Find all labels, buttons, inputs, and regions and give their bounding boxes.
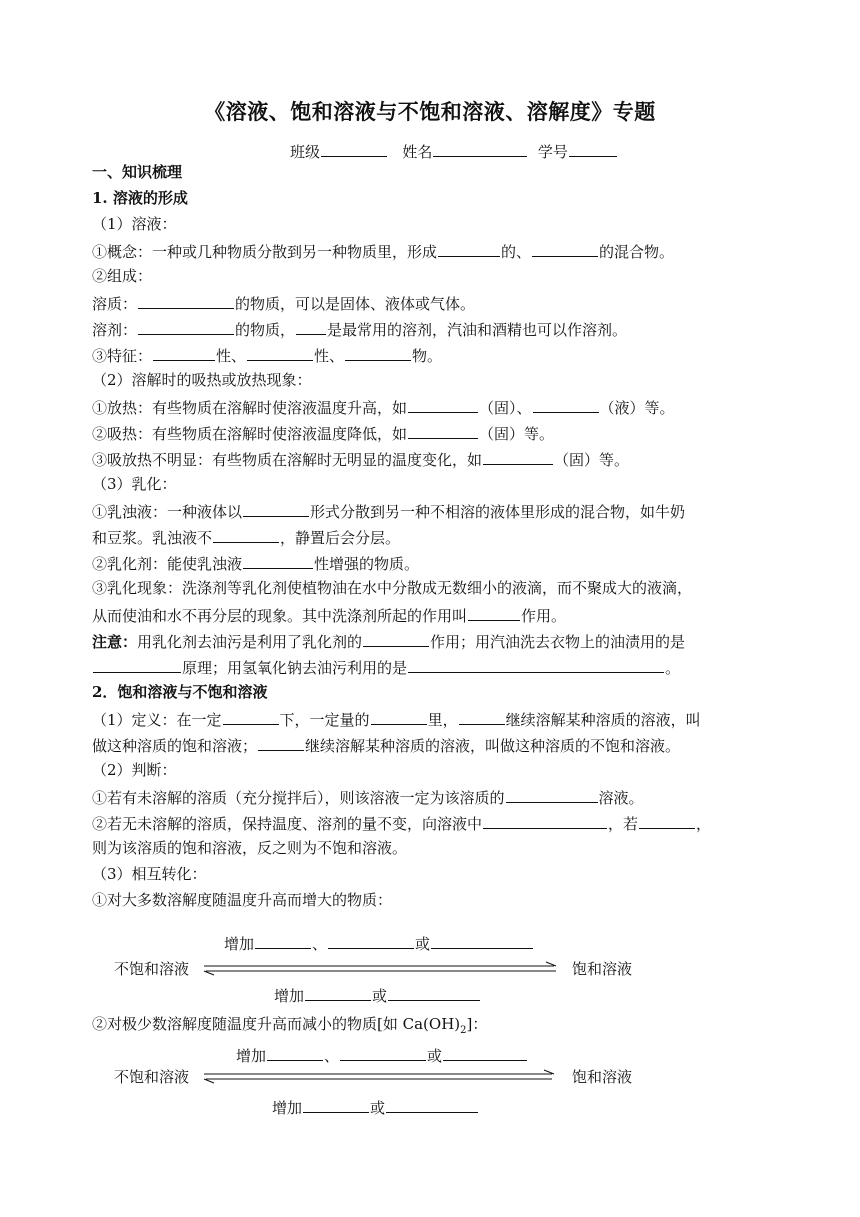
emulsion-line-2 [92,526,400,548]
exo-text-a: ①放热：有些物质在溶解时使溶液温度升高，如 [92,399,408,417]
def-text-d: 继续溶解某种溶质的溶液，叫 [505,711,701,729]
student-info-line [290,140,618,162]
blank[interactable] [408,396,478,413]
note-text-a: 用乳化剂去油污是利用了乳化剂的 [137,633,363,651]
concept-text-a: ①概念：一种或几种物质分散到另一种物质里，形成 [92,243,438,261]
blank[interactable] [431,932,533,949]
page-title: 《溶液、饱和溶液与不饱和溶液、溶解度》专题 [204,99,656,124]
reversible-arrow [202,1068,562,1088]
blank[interactable] [408,422,478,439]
def-text-a: （1）定义：在一定 [92,711,222,729]
blank[interactable] [138,318,234,335]
solvent-text-b: 的物质， [235,321,296,339]
blank[interactable] [345,344,411,361]
agent-text-b: 性增强的物质。 [314,555,420,573]
concept-text-c: 的混合物。 [599,243,675,261]
separator-text: 、 [324,1047,340,1065]
blank[interactable] [267,1044,323,1061]
note-line-1 [92,630,685,652]
solvent-text-c: 是最常用的溶剂，汽油和酒精也可以作溶剂。 [327,321,628,339]
blank[interactable] [243,500,309,517]
feature-line [92,344,442,366]
add-text: 增加 [236,1047,267,1065]
blank[interactable] [328,932,414,949]
composition-line: ②组成： [92,267,153,285]
exo-text-b: （固）、 [479,399,532,417]
blank[interactable] [340,1044,426,1061]
emul-text-c: 和豆浆。乳浊液不 [92,529,213,547]
blank[interactable] [443,1044,527,1061]
heat-point: （2）溶解时的吸热或放热现象： [92,371,312,389]
unsaturated-label: 不饱和溶液 [114,1068,190,1086]
diagram-bottom-label [272,1096,479,1118]
def-text-b: 下，一定量的 [279,711,370,729]
blank[interactable] [93,656,181,673]
emulsion-point: （3）乳化： [92,475,177,493]
feature-text-a: ③特征： [92,347,153,365]
blank[interactable] [296,318,326,335]
diagram-bottom-label [274,984,481,1006]
blank[interactable] [305,984,371,1001]
note-text-b: 作用；用汽油洗去衣物上的油渍用的是 [430,633,686,651]
no-heat-line [92,448,629,470]
blank[interactable] [223,708,279,725]
or-text: 或 [415,935,431,953]
def-text-e: 做这种溶质的饱和溶液； [92,737,258,755]
conversion-point: （3）相互转化： [92,865,207,883]
c2-text: ②对极少数溶解度随温度升高而减小的物质[如 Ca(OH) [92,1015,461,1033]
solvent-line [92,318,627,340]
judge-line-1 [92,786,644,808]
emul-text-a: ①乳浊液：一种液体以 [92,503,243,521]
blank[interactable] [138,292,234,309]
note-text-c: 原理；用氢氧化钠去油污利用的是 [182,659,408,677]
agent-text-a: ②乳化剂：能使乳浊液 [92,555,243,573]
phen-text-c: 作用。 [521,607,567,625]
unsaturated-label: 不饱和溶液 [114,960,190,978]
blank[interactable] [371,708,427,725]
phen-text-b: 从而使油和水不再分层的现象。其中洗涤剂所起的作用叫 [92,607,468,625]
blank[interactable] [363,630,429,647]
section-heading-1: 一、知识梳理 [92,163,183,181]
or-text: 或 [370,1099,386,1117]
solute-text-a: 溶质： [92,295,138,313]
add-text: 增加 [224,935,255,953]
add-text: 增加 [274,987,305,1005]
blank[interactable] [386,1096,478,1113]
saturated-label: 饱和溶液 [572,1068,633,1086]
blank[interactable] [483,812,607,829]
add-text: 增加 [272,1099,303,1117]
name-label: 姓名 [402,143,433,161]
endothermic-line [92,422,554,444]
solute-line [92,292,475,314]
blank[interactable] [213,526,279,543]
j2-text-b: ，若 [608,815,639,833]
blank[interactable] [153,344,215,361]
class-blank[interactable] [321,140,387,157]
blank[interactable] [533,396,599,413]
subscript-2: 2 [460,1025,467,1036]
blank[interactable] [468,604,520,621]
feature-text-d: 物。 [412,347,443,365]
judge-line-2 [92,812,711,834]
conversion-diagram-2 [92,1044,772,1124]
j1-text-a: ①若有未溶解的溶质（充分搅拌后），则该溶液一定为该溶质的 [92,789,505,807]
conversion-case-2 [92,1014,487,1041]
or-text: 或 [372,987,388,1005]
judge-line-3: 则为该溶质的饱和溶液，反之则为不饱和溶液。 [92,839,408,857]
concept-text-b: 的、 [501,243,532,261]
name-blank[interactable] [433,140,527,157]
reversible-arrow [202,960,562,980]
phenomenon-line-2 [92,604,566,626]
blank[interactable] [408,656,664,673]
separator-text: 、 [312,935,328,953]
or-text: 或 [427,1047,443,1065]
subheading-solution-formation: 1. 溶液的形成 [92,189,188,207]
diagram-top-label [224,932,534,954]
blank[interactable] [388,984,480,1001]
conversion-diagram-1 [92,932,772,1012]
none-text-b: （固）等。 [554,451,630,469]
blank[interactable] [459,708,505,725]
def-text-f: 继续溶解某种溶质的溶液，叫做这种溶质的不饱和溶液。 [305,737,681,755]
j2-text-c: ， [696,815,712,833]
emul-text-d: ，静置后会分层。 [280,529,401,547]
note-label: 注意： [92,633,138,651]
id-label: 学号 [537,143,568,161]
definition-line-1 [92,708,701,730]
emulsion-line-1 [92,500,685,522]
blank[interactable] [243,552,313,569]
diagram-top-label [236,1044,528,1066]
judge-point: （2）判断： [92,761,177,779]
phenomenon-line-1: ③乳化现象：洗涤剂等乳化剂使植物油在水中分散成无数细小的液滴，而不聚成大的液滴， [92,579,693,597]
blank[interactable] [532,240,598,257]
class-label: 班级 [290,143,321,161]
feature-text-c: 性、 [314,347,345,365]
j1-text-b: 溶液。 [598,789,644,807]
blank[interactable] [438,240,500,257]
concept-line [92,240,674,262]
blank[interactable] [258,734,304,751]
feature-text-b: 性、 [216,347,247,365]
definition-line-2 [92,734,680,756]
note-line-2 [92,656,680,678]
endo-text-b: （固）等。 [479,425,555,443]
solvent-text-a: 溶剂： [92,321,138,339]
emul-text-b: 形式分散到另一种不相溶的液体里形成的混合物，如牛奶 [310,503,686,521]
id-blank[interactable] [569,140,617,157]
def-text-c: 里， [427,711,458,729]
note-text-d: 。 [665,659,681,677]
saturated-label: 饱和溶液 [572,960,633,978]
solute-text-b: 的物质，可以是固体、液体或气体。 [235,295,476,313]
blank[interactable] [506,786,598,803]
endo-text-a: ②吸热：有些物质在溶解时使溶液温度降低，如 [92,425,408,443]
blank[interactable] [483,448,553,465]
blank[interactable] [247,344,313,361]
none-text-a: ③吸放热不明显：有些物质在溶解时无明显的温度变化，如 [92,451,483,469]
subheading-saturated: 2．饱和溶液与不饱和溶液 [92,683,268,701]
conversion-case-1: ①对大多数溶解度随温度升高而增大的物质： [92,891,393,909]
solution-point: （1）溶液： [92,215,177,233]
exothermic-line [92,396,675,418]
exo-text-c: （液）等。 [599,399,675,417]
j2-text-a: ②若无未溶解的溶质，保持温度、溶剂的量不变，向溶液中 [92,815,483,833]
blank[interactable] [639,812,695,829]
c2-end-text: ]： [466,1015,488,1033]
blank[interactable] [303,1096,369,1113]
blank[interactable] [255,932,311,949]
emulsifier-line [92,552,419,574]
